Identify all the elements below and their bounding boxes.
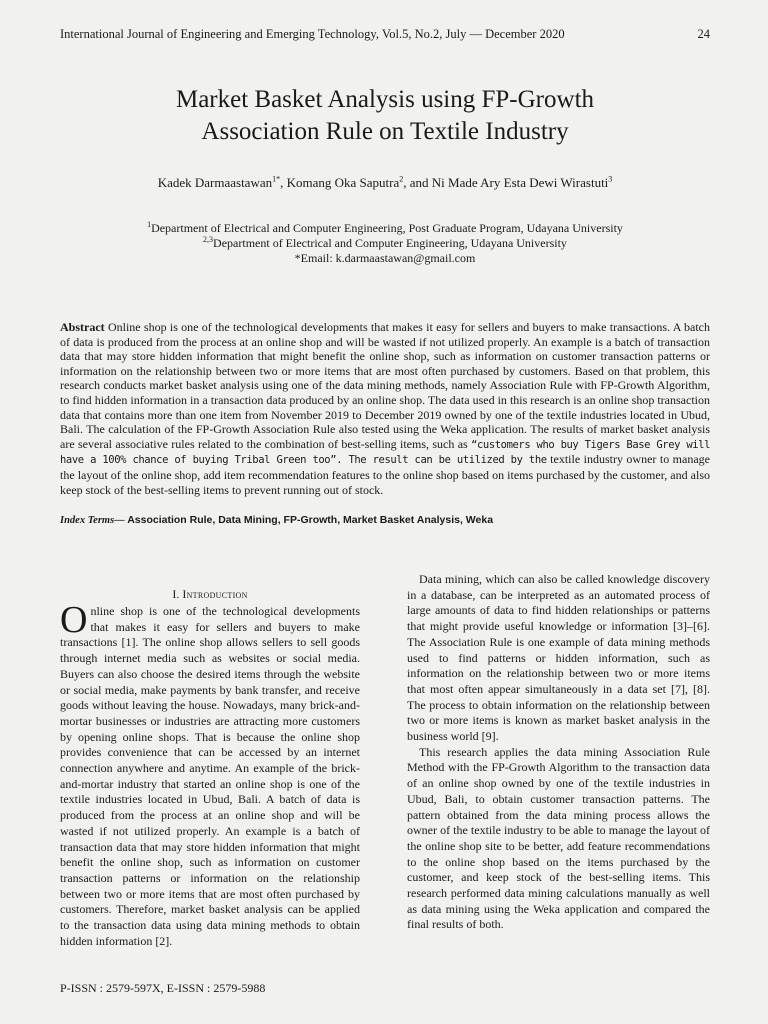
- author-2: Komang Oka Saputra: [286, 175, 400, 190]
- affiliation-2: [60, 236, 710, 251]
- page-number: 24: [697, 27, 710, 41]
- title-line-1: Market Basket Analysis using FP-Growth: [175, 86, 595, 113]
- abstract: [60, 320, 710, 497]
- journal-name: International Journal of Engineering and Emerging Technology, Vol.5, No.2, July — December 2020: [60, 27, 565, 41]
- affiliation-2-text: Department of Electrical and Computer Engineering, Udayana University: [213, 236, 567, 250]
- section-heading: [60, 587, 360, 602]
- affiliation-1-mark: 1: [147, 220, 152, 229]
- author-2-mark: 2: [399, 174, 404, 184]
- abstract-label: Abstract: [60, 320, 105, 334]
- affiliation-1: [60, 221, 710, 236]
- affiliation-1-text: Department of Electrical and Computer Engineering, Post Graduate Program, Udayana University: [151, 221, 623, 235]
- author-1-mark: 1*: [272, 174, 281, 184]
- intro-text: nline shop is one of the technological developments that makes it easy for sellers and buyers to make transactions [1]. The online shop allows sellers to sell goods through internet media such as websites or social media. Buyers can also choose the desired items through the website or social media, make payments by bank transfer, and receive goods without leaving the house. Nowadays, many brick-and-mortar businesses or industries are attracting more customers by opening online shops. That is because the online shop provides convenience that can be accessed by an internet connection anywhere and anytime. An example of the brick-and-mortar industry that started an online shop is one of the textile industries located in Ubud, Bali. A batch of data is produced from the process at an online shop and will be wasted if not utilized properly. An example is a batch of transaction data that may store hidden information that might benefit the online shop, such as information on customer transaction patterns or information on the relationship between two or more items that are most often purchased by customers. Therefore, market basket analysis can be applied to the transaction data using data mining methods to obtain hidden information [2].: [60, 604, 360, 948]
- index-terms: [60, 514, 710, 526]
- paragraph-data-mining: Data mining, which can also be called knowledge discovery in a database, can be interpreted as an automated process of large amounts of data to find hidden relationships or patterns that might provide useful knowledge or information [3]–[6]. The Association Rule is one example of data mining methods used to find patterns or hidden information, such as information on the relationship between two or more items that most often appear simultaneously in a data set [7], [8]. The process to obtain information on the relationship between two or more items is known as market basket analysis in the business world [9].: [407, 572, 710, 744]
- author-1: Kadek Darmaastawan: [157, 175, 273, 190]
- paper-title: [60, 84, 710, 148]
- left-column: [60, 599, 360, 949]
- running-header: [60, 27, 710, 42]
- abstract-quote: “customers who buy Tigers Base Grey will have a 100% chance of buying Tribal Green too”. The result can be utilized by the: [60, 438, 711, 467]
- index-terms-text: Association Rule, Data Mining, FP-Growth, Market Basket Analysis, Weka: [124, 514, 494, 526]
- contact-email: *Email: k.darmaastawan@gmail.com: [294, 251, 476, 265]
- paragraph-research: This research applies the data mining Association Rule Method with the FP-Growth Algorithm to the transaction data of an online shop owned by one of the textile industries in Ubud, Bali, to obtain customer transaction patterns. The pattern obtained from the data mining process allows the owner of the textile industry to be able to manage the layout of the online shop site to be better, add feature recommendations to the online shop based on the items purchased by the customer, and keep stock of the best-selling items. This research performed data mining calculations manually as well as data mining using the Weka application and compared the final results of both.: [407, 744, 710, 932]
- author-list: Kadek Darmaastawan$^{1*}$, Komang Oka Saputra$^2$, and Ni Made Ary Esta Dewi Wirastuti$^3$: [157, 174, 613, 190]
- right-column: [407, 572, 710, 933]
- title-line-2: Association Rule on Textile Industry: [201, 118, 569, 145]
- affiliation-2-mark: 2,3: [203, 235, 214, 244]
- index-terms-label: Index Terms—: [60, 515, 125, 526]
- section-title: Introduction: [182, 587, 248, 601]
- abstract-text: Online shop is one of the technological developments that makes it easy for sellers and buyers to make transactions. A batch of data is produced from the process at an online shop and will be wasted if not utilized properly. An example is a batch of transaction data that may store hidden information that might benefit the online shop, such as information on customer transaction patterns or information on the relationship between two or more items that are most often purchased by customers. Based on that problem, this research conducts market basket analysis using one of the data mining methods, namely Association Rule with FP-Growth Algorithm, to find hidden information in a transaction data produced by an online shop. The data used in this research is an online shop transaction data that contains more than one item from November 2019 to December 2019 owned by one of the textile industries located in Ubud, Bali. The calculation of the FP-Growth Association Rule also tested using the Weka application. The results of market basket analysis are several associative rules related to the combination of best-selling items, such as: [60, 320, 710, 451]
- issn-footer: P-ISSN : 2579-597X, E-ISSN : 2579-5988: [60, 981, 266, 995]
- abstract-text-end: textile industry owner to manage the layout of the online shop, add item recommendation features to the online shop based on items purchased by the customer, and also keep stock of the best-selling items to prevent running out of stock.: [60, 452, 710, 497]
- drop-cap: O: [60, 599, 88, 641]
- author-3-mark: 3: [608, 174, 613, 184]
- intro-paragraph: [60, 599, 360, 949]
- section-number: I.: [172, 587, 180, 601]
- affiliations: [60, 221, 710, 266]
- author-3: Ni Made Ary Esta Dewi Wirastuti: [431, 175, 609, 190]
